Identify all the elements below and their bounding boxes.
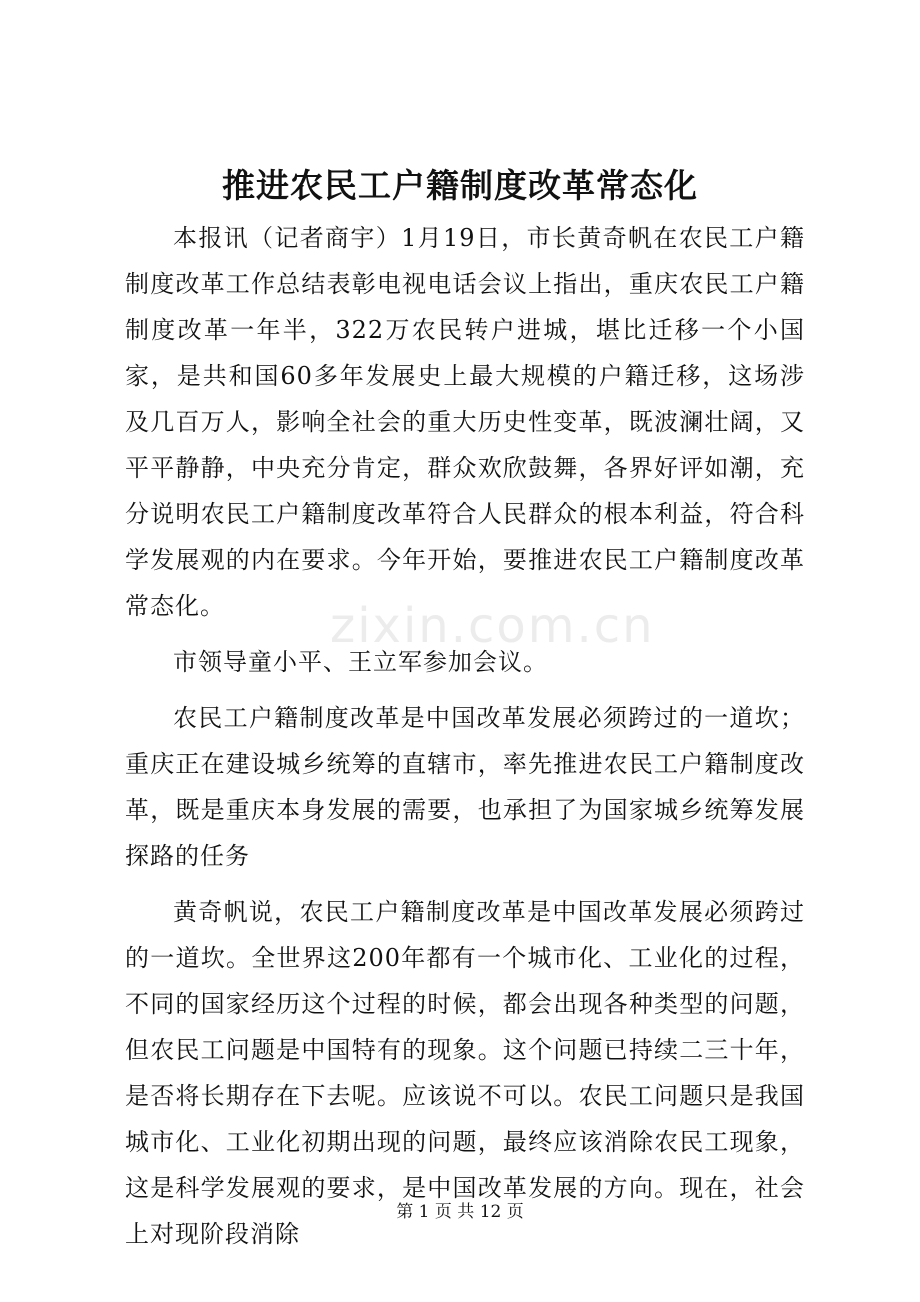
page-footer: 第 1 页 共 12 页 (396, 1202, 524, 1222)
paragraph-4: 黄奇帆说，农民工户籍制度改革是中国改革发展必须跨过的一道坎。全世界这200年都有一个城市化、工业化的过程，不同的国家经历这个过程的时候，都会出现各种类型的问题，但农民工问题是中国特有的现象。这个问题已持续二三十年，是否将长期存在下去呢。应该说不可以。农民工问题只是我国城市化、工业化初期出现的问题，最终应该消除农民工现象，这是科学发展观的要求，是中国改革发展的方向。现在，社会上对现阶段消除 (125, 898, 805, 1248)
document-body (125, 215, 805, 1257)
watermark: zixin.com.cn (330, 598, 655, 654)
paragraph-2: 市领导童小平、王立军参加会议。 (173, 648, 548, 676)
paragraph-1: 本报讯（记者商宇）1月19日，市长黄奇帆在农民工户籍制度改革工作总结表彰电视电话会议上指出，重庆农民工户籍制度改革一年半，322万农民转户进城，堪比迁移一个小国家，是共和国60多年发展史上最大规模的户籍迁移，这场涉及几百万人，影响全社会的重大历史性变革，既波澜壮阔，又平平静静，中央充分肯定，群众欢欣鼓舞，各界好评如潮，充分说明农民工户籍制度改革符合人民群众的根本利益，符合科学发展观的内在要求。今年开始，要推进农民工户籍制度改革常态化。 (125, 224, 805, 620)
document-title: 推进农民工户籍制度改革常态化 (222, 166, 698, 205)
paragraph-3: 农民工户籍制度改革是中国改革发展必须跨过的一道坎；重庆正在建设城乡统筹的直辖市，率先推进农民工户籍制度改革，既是重庆本身发展的需要，也承担了为国家城乡统筹发展探路的任务 (125, 704, 805, 870)
